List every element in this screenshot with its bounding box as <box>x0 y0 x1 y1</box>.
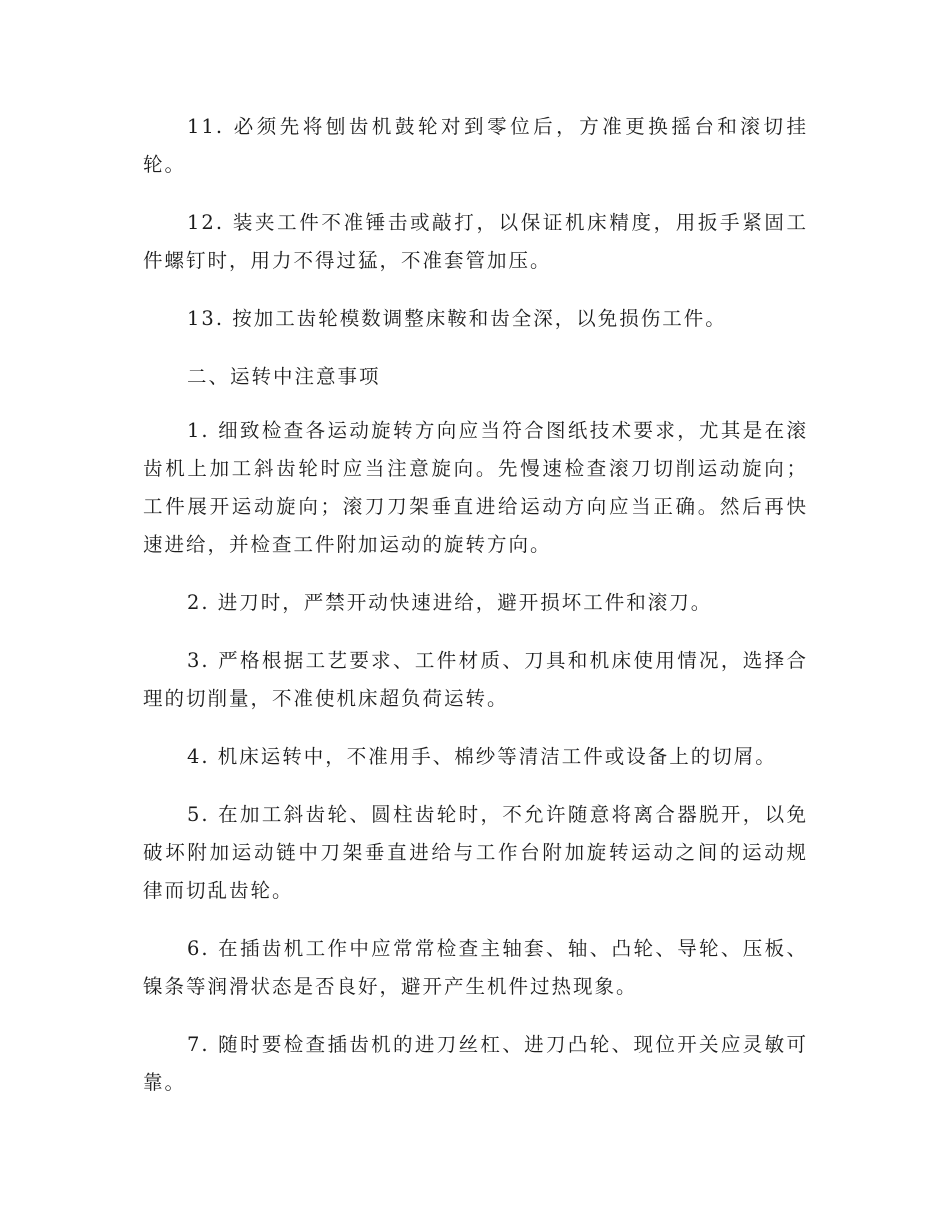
paragraph-item-7: 7. 随时要检查插齿机的进刀丝杠、进刀凸轮、现位开关应灵敏可靠。 <box>143 1033 808 1094</box>
paragraph-item-13: 13. 按加工齿轮模数调整床鞍和齿全深，以免损伤工件。 <box>187 307 727 330</box>
paragraph-item-6: 6. 在插齿机工作中应常常检查主轴套、轴、凸轮、导轮、压板、镍条等润滑状态是否良好，避开产生机件过热现象。 <box>143 937 808 998</box>
paragraph-item-4: 4. 机床运转中，不准用手、棉纱等清洁工件或设备上的切屑。 <box>187 745 777 768</box>
paragraph-item-1: 1. 细致检查各运动旋转方向应当符合图纸技术要求，尤其是在滚齿机上加工斜齿轮时应当注意旋向。先慢速检查滚刀切削运动旋向；工件展开运动旋向；滚刀刀架垂直进给运动方向应当正确。然后再快速进给，并检查工件附加运动的旋转方向。 <box>143 419 808 556</box>
paragraph-item-11: 11. 必须先将刨齿机鼓轮对到零位后，方准更换摇台和滚切挂轮。 <box>143 115 808 176</box>
section-heading: 二、运转中注意事项 <box>187 365 381 388</box>
document-body <box>143 108 808 1122</box>
paragraph-item-5: 5. 在加工斜齿轮、圆柱齿轮时，不允许随意将离合器脱开，以免破坏附加运动链中刀架垂直进给与工作台附加旋转运动之间的运动规律而切乱齿轮。 <box>143 803 808 902</box>
paragraph-item-3: 3. 严格根据工艺要求、工件材质、刀具和机床使用情况，选择合理的切削量，不准使机床超负荷运转。 <box>143 649 808 710</box>
paragraph-item-2: 2. 进刀时，严禁开动快速进给，避开损坏工件和滚刀。 <box>187 591 713 614</box>
paragraph-item-12: 12. 装夹工件不准锤击或敲打，以保证机床精度，用扳手紧固工件螺钉时，用力不得过猛，不准套管加压。 <box>143 211 808 272</box>
